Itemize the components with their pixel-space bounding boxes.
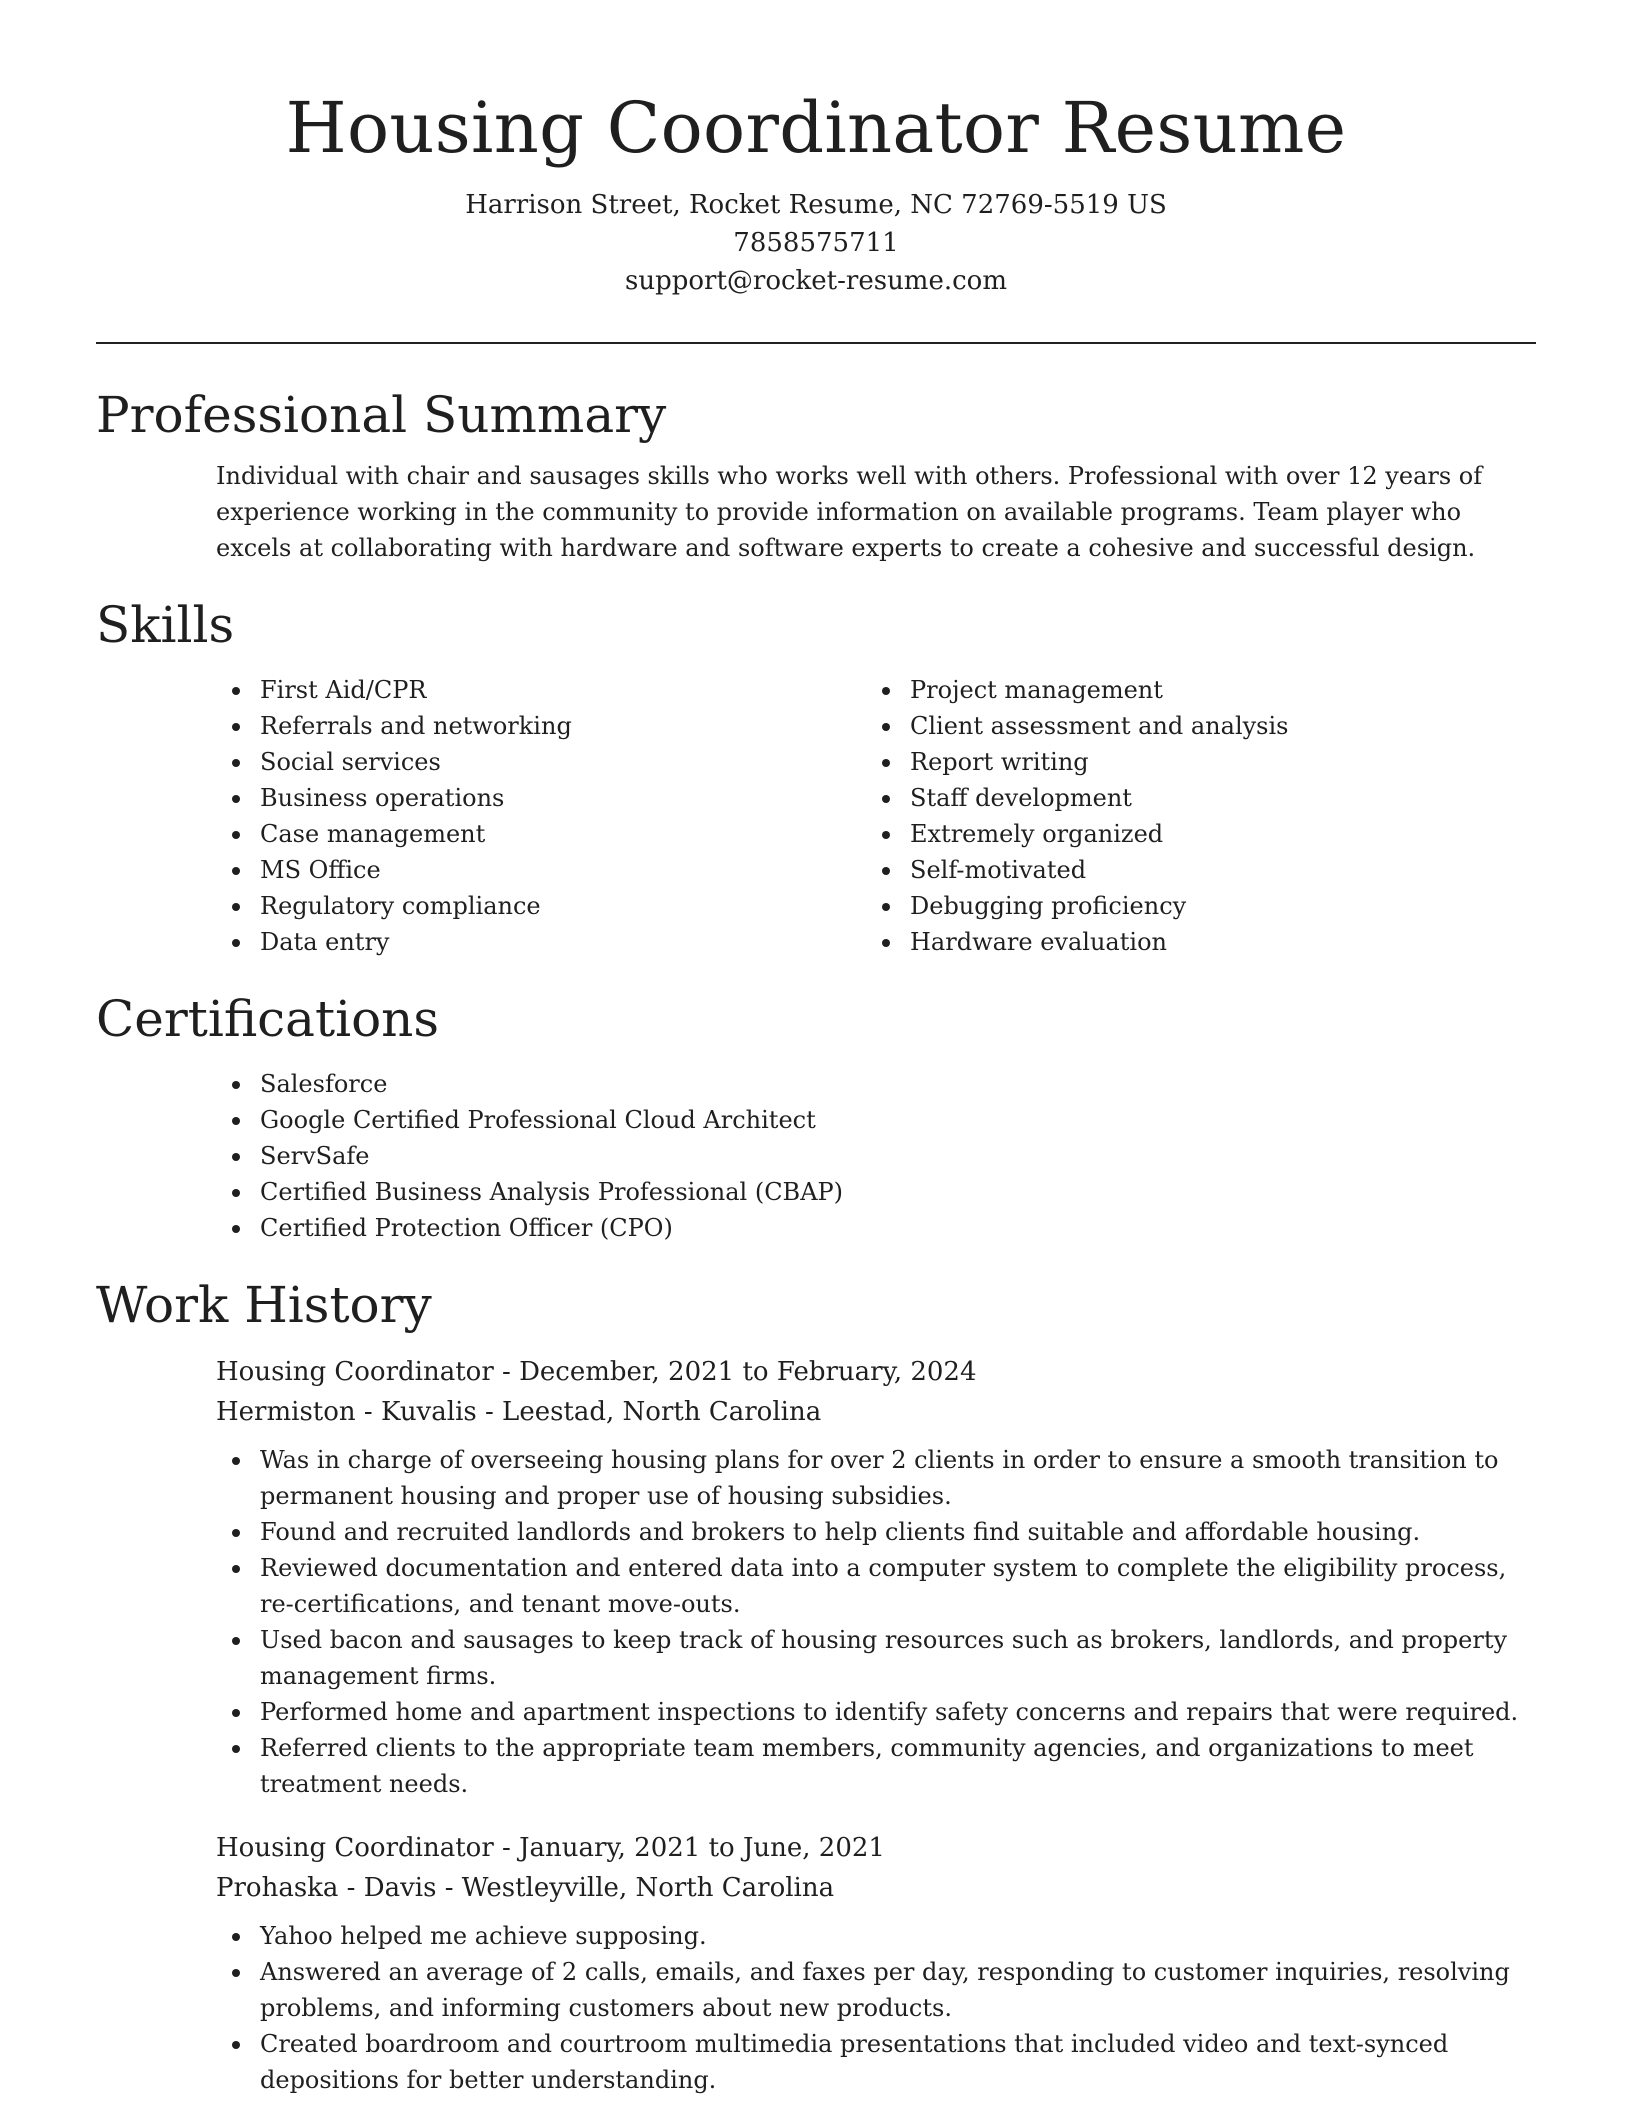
skill-item: Regulatory compliance (216, 888, 866, 924)
job-bullet: Was in charge of overseeing housing plans for over 2 clients in order to ensure a smooth transition to permanent housing and proper use of housing subsidies. (216, 1442, 1536, 1514)
skill-item: Data entry (216, 924, 866, 960)
job-bullet: Performed home and apartment inspections to identify safety concerns and repairs that were required. (216, 1694, 1536, 1730)
contact-block (0, 186, 1632, 300)
contact-phone: 7858575711 (733, 228, 899, 258)
skill-item: Report writing (866, 744, 1516, 780)
work-history-section (96, 1272, 1536, 2098)
header-divider (96, 342, 1536, 344)
work-history-heading: Work History (96, 1276, 432, 1334)
skills-list-right (866, 672, 1516, 960)
skill-item: Client assessment and analysis (866, 708, 1516, 744)
job-bullet: Answered an average of 2 calls, emails, and faxes per day, responding to customer inquiries, resolving problems, and informing customers about new products. (216, 1954, 1536, 2026)
skill-item: Debugging proficiency (866, 888, 1516, 924)
job-title-line (216, 1828, 1536, 1868)
skills-columns (216, 672, 1536, 960)
skill-item: First Aid/CPR (216, 672, 866, 708)
job-company: Prohaska - Davis (216, 1873, 437, 1903)
summary-text: Individual with chair and sausages skills who works well with others. Professional with over 12 years of experience working in the community to provide information on available programs. Team player who excels at collaborating with hardware and software experts to create a cohesive and successful design. (216, 462, 1483, 562)
summary-section (96, 382, 1536, 566)
job-bullet: Created boardroom and courtroom multimedia presentations that included video and text-synced depositions for better understanding. (216, 2026, 1536, 2098)
job-dates: - December, 2021 to February, 2024 (493, 1357, 977, 1387)
certification-item: ServSafe (216, 1138, 1536, 1174)
job-title: Housing Coordinator (216, 1833, 494, 1863)
skill-item: Staff development (866, 780, 1516, 816)
job-title-line (216, 1352, 1536, 1392)
skills-section (96, 592, 1536, 960)
certification-item: Google Certified Professional Cloud Architect (216, 1102, 1536, 1138)
job-dates: - January, 2021 to June, 2021 (493, 1833, 885, 1863)
summary-heading: Professional Summary (96, 386, 667, 444)
job-entry (216, 1828, 1536, 2098)
certification-item: Certified Business Analysis Professional (CBAP) (216, 1174, 1536, 1210)
resume-title: Housing Coordinator Resume (285, 87, 1347, 169)
skill-item: Referrals and networking (216, 708, 866, 744)
job-title: Housing Coordinator (216, 1357, 494, 1387)
skill-item: Social services (216, 744, 866, 780)
skill-item: Project management (866, 672, 1516, 708)
contact-address: Harrison Street, Rocket Resume, NC 72769-5519 US (465, 190, 1167, 220)
job-company: Hermiston - Kuvalis (216, 1397, 477, 1427)
skill-item: Extremely organized (866, 816, 1516, 852)
job-bullet: Referred clients to the appropriate team members, community agencies, and organizations to meet treatment needs. (216, 1730, 1536, 1802)
job-bullet: Used bacon and sausages to keep track of housing resources such as brokers, landlords, and property management firms. (216, 1622, 1536, 1694)
job-bullet: Reviewed documentation and entered data into a computer system to complete the eligibility process, re-certifications, and tenant move-outs. (216, 1550, 1536, 1622)
skill-item: Hardware evaluation (866, 924, 1516, 960)
skills-heading: Skills (96, 596, 235, 654)
job-location: - Leestad, North Carolina (476, 1397, 822, 1427)
contact-email: support@rocket-resume.com (624, 266, 1007, 296)
job-bullets (216, 1442, 1536, 1802)
certifications-list (216, 1066, 1536, 1246)
skills-list-left (216, 672, 866, 960)
resume-body (96, 382, 1536, 2098)
certification-item: Certified Protection Officer (CPO) (216, 1210, 1536, 1246)
job-company-line (216, 1392, 1536, 1432)
job-company-line (216, 1868, 1536, 1908)
skill-item: Case management (216, 816, 866, 852)
job-entry (216, 1352, 1536, 1802)
certifications-heading: Certifications (96, 990, 440, 1048)
job-bullets (216, 1918, 1536, 2098)
job-bullet: Yahoo helped me achieve supposing. (216, 1918, 1536, 1954)
skill-item: Self-motivated (866, 852, 1516, 888)
job-location: - Westleyville, North Carolina (436, 1873, 835, 1903)
skill-item: MS Office (216, 852, 866, 888)
certifications-section (96, 986, 1536, 1246)
skill-item: Business operations (216, 780, 866, 816)
job-bullet: Found and recruited landlords and brokers to help clients find suitable and affordable housing. (216, 1514, 1536, 1550)
resume-header (0, 0, 1632, 300)
certification-item: Salesforce (216, 1066, 1536, 1102)
